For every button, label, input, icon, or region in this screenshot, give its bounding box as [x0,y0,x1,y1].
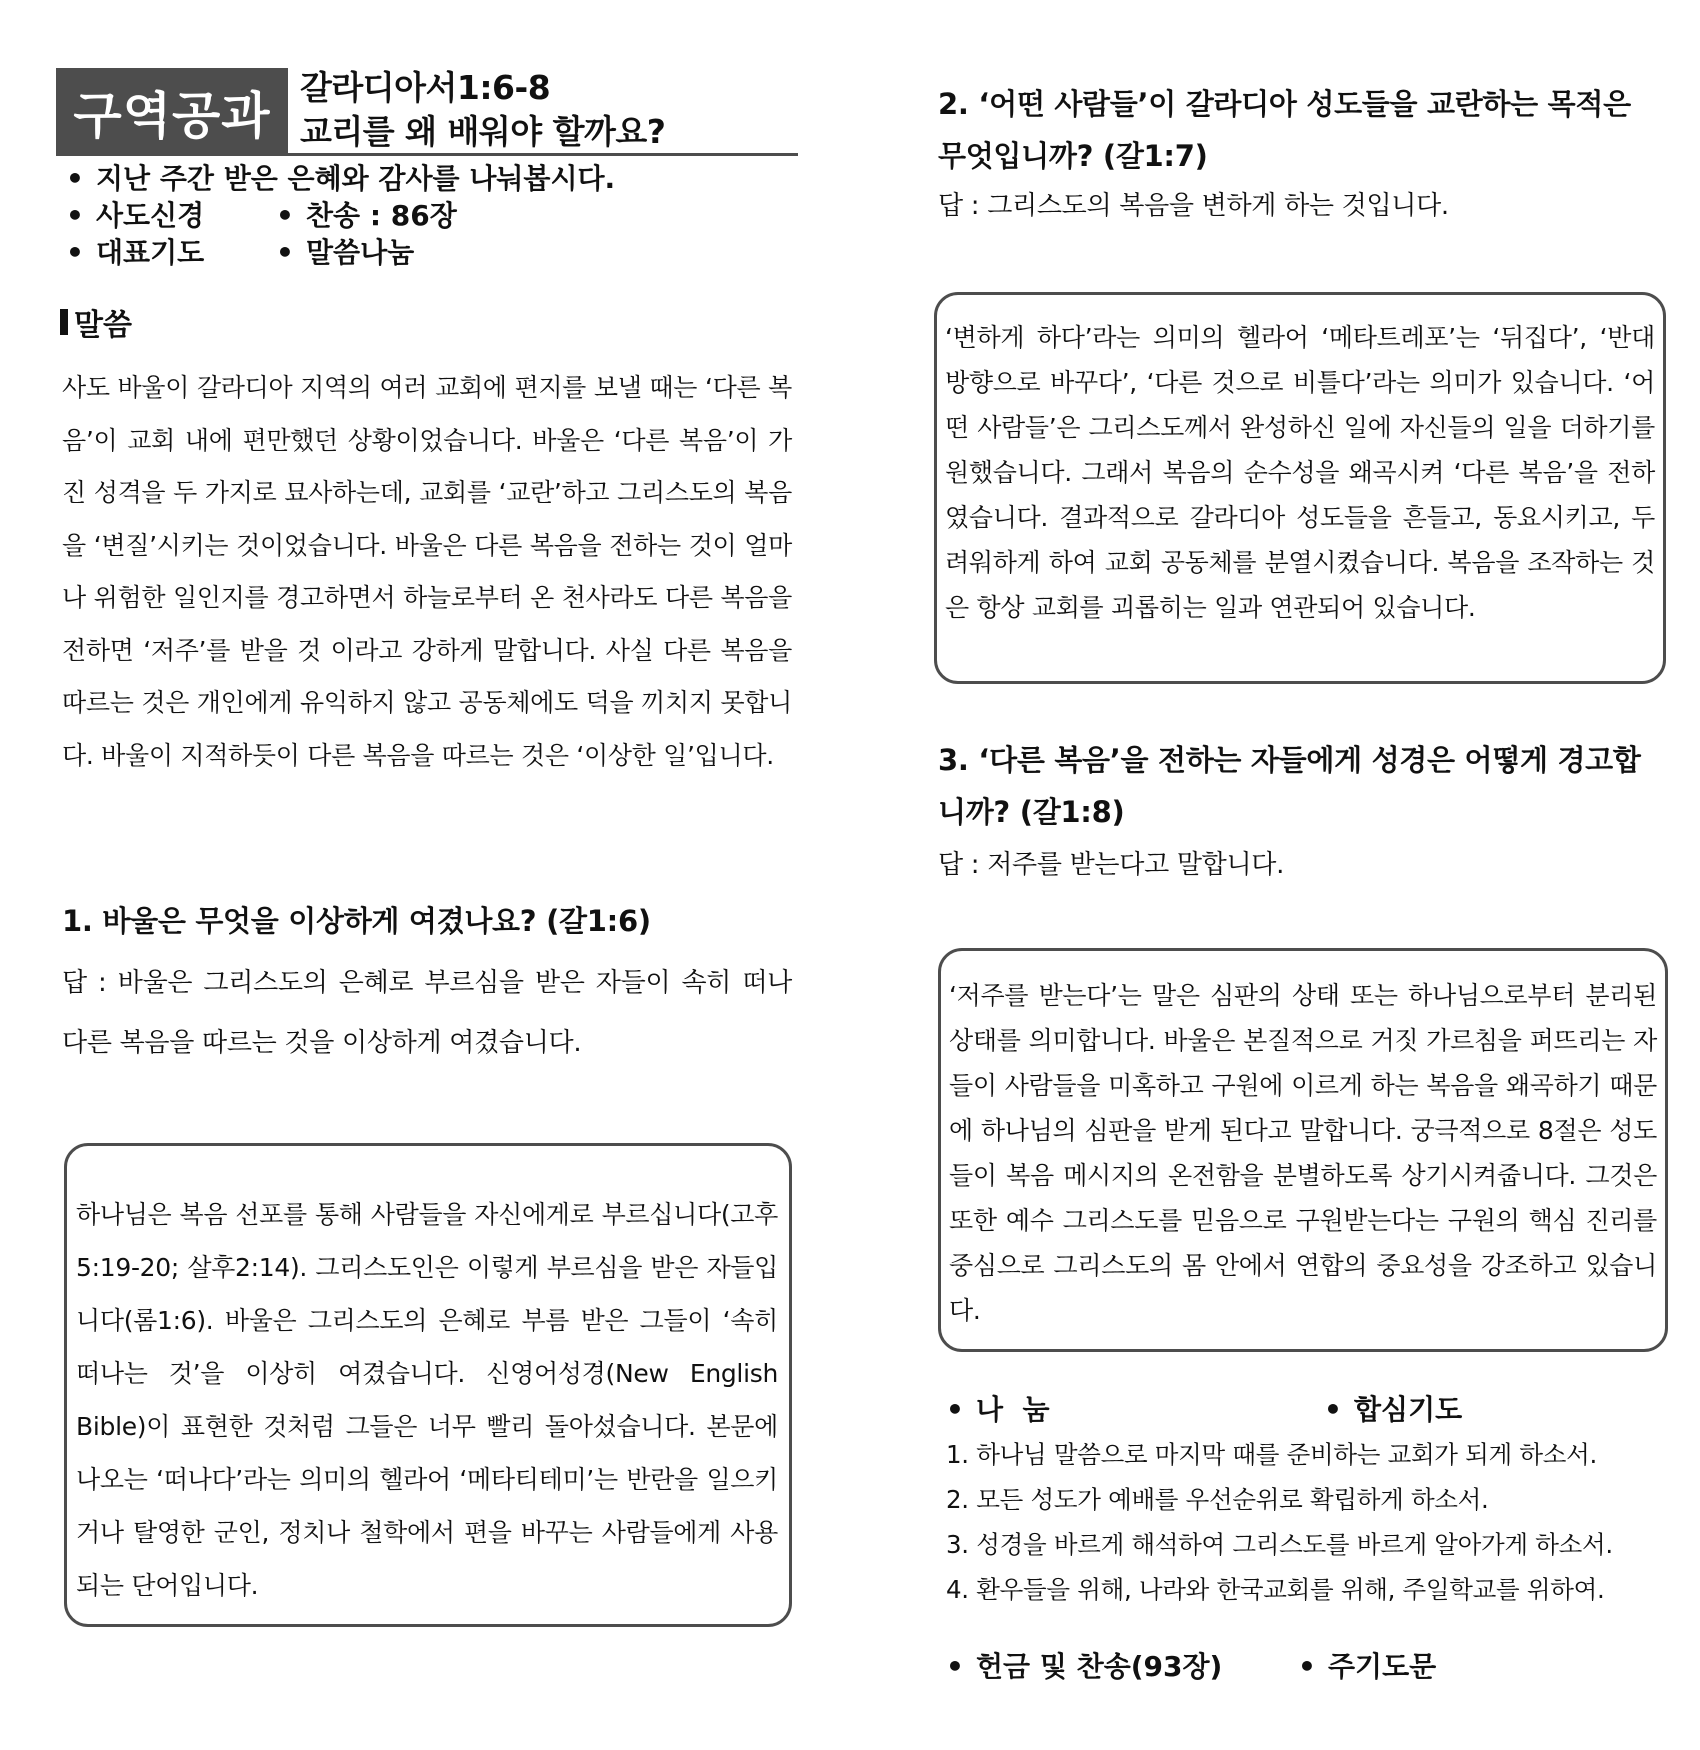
question-3: 3. ‘다른 복음’을 전하는 자들에게 성경은 어떻게 경고합니까? (갈1:8) [938,743,1641,829]
prayer-item: 3. 성경을 바르게 해석하여 그리스도를 바르게 알아가게 하소서. [946,1530,1613,1559]
bullet-icon: • [1298,1650,1316,1683]
title-block [300,66,665,154]
agenda-item-label: 찬송 : 86장 [306,199,457,232]
note-text-2: ‘변하게 하다’라는 의미의 헬라어 ‘메타트레포’는 ‘뒤집다’, ‘반대 방향으로 바꾸다’, ‘다른 것으로 비틀다’라는 의미가 있습니다. ‘어떤 사람들’은 그리스도께서 완성하신 일에 자신들의 일을 더하기를 원했습니다. 그래서 복음의 순수성을 왜곡시켜 ‘다른 복음’을 전하였습니다. 결과적으로 갈라디아 성도들을 흔들고, 동요시키고, 두려워하게 하여 교회 공동체를 분열시켰습니다. 복음을 조작하는 것은 항상 교회를 괴롭히는 일과 연관되어 있습니다. [945,323,1655,622]
bullet-icon: • [1324,1393,1342,1426]
agenda-item-label: 지난 주간 받은 은혜와 감사를 나눠봅시다. [96,162,616,195]
bullet-icon: • [276,236,294,269]
answer-2: 답 : 그리스도의 복음을 변하게 하는 것입니다. [938,191,1449,221]
badge-label: 구역공과 [73,87,271,145]
prayer-item: 1. 하나님 말씀으로 마지막 때를 준비하는 교회가 되게 하소서. [946,1440,1597,1469]
agenda-item-label: 대표기도 [96,236,205,269]
bullet-icon: • [66,199,84,232]
bullet-icon: • [276,199,294,232]
prayer-item: 2. 모든 성도가 예배를 우선순위로 확립하게 하소서. [946,1485,1489,1514]
sermon-paragraph: 사도 바울이 갈라디아 지역의 여러 교회에 편지를 보낼 때는 ‘다른 복음’이 교회 내에 편만했던 상황이었습니다. 바울은 ‘다른 복음’이 가진 성격을 두 가지로 묘사하는데, 교회를 ‘교란’하고 그리스도의 복음을 ‘변질’시키는 것이었습니다. 바울은 다른 복음을 전하는 것이 얼마나 위험한 일인지를 경고하면서 하늘로부터 온 천사라도 다른 복음을 전하면 ‘저주’를 받을 것 이라고 강하게 말합니다. 사실 다른 복음을 따르는 것은 개인에게 유익하지 않고 공동체에도 덕을 끼치지 못합니다. 바울이 지적하듯이 다른 복음을 따르는 것은 ‘이상한 일’입니다. [62,373,792,770]
section-heading-label: 말씀 [74,308,132,343]
note-box-3 [938,948,1668,1352]
question-1: 1. 바울은 무엇을 이상하게 여겼나요? (갈1:6) [62,904,651,938]
bullet-icon: • [946,1650,964,1683]
prayer-item: 4. 환우들을 위해, 나라와 한국교회를 위해, 주일학교를 위하여. [946,1575,1605,1604]
agenda-item-label: 말씀나눔 [306,236,415,269]
lesson-badge [56,68,288,156]
page-title: 교리를 왜 배워야 할까요? [300,112,666,151]
agenda-item [66,234,615,271]
note-box-2 [934,292,1666,684]
offering-label: 헌금 및 찬송(93장) [976,1650,1223,1683]
agenda-item [66,197,615,234]
section-heading [60,300,132,344]
bullet-icon: • [66,236,84,269]
answer-1: 답 : 바울은 그리스도의 은혜로 부르심을 받은 자들이 속히 떠나 다른 복음을 따르는 것을 이상하게 여겼습니다. [62,968,792,1058]
lords-prayer-label: 주기도문 [1328,1650,1437,1683]
agenda-list [66,160,615,271]
prayer-list [946,1432,1613,1612]
agenda-item [66,160,615,197]
agenda-item-label: 사도신경 [96,199,205,232]
closing-headings [946,1388,1462,1428]
question-2: 2. ‘어떤 사람들’이 갈라디아 성도들을 교란하는 목적은 무엇입니까? (갈1:7) [938,87,1631,173]
bullet-icon: • [66,162,84,195]
bullet-icon: • [946,1393,964,1426]
closing-footer [946,1645,1436,1685]
answer-3: 답 : 저주를 받는다고 말합니다. [938,850,1285,880]
scripture-reference: 갈라디아서1:6-8 [300,68,551,107]
unison-prayer-label: 합심기도 [1354,1393,1463,1426]
note-text-1: 하나님은 복음 선포를 통해 사람들을 자신에게로 부르십니다(고후5:19-20; 살후2:14). 그리스도인은 이렇게 부르심을 받은 자들입니다(롬1:6). 바울은 그리스도의 은혜로 부름 받은 그들이 ‘속히 떠나는 것’을 이상히 여겼습니다. 신영어성경(New English Bible)이 표현한 것처럼 그들은 너무 빨리 돌아섰습니다. 본문에 나오는 ‘떠나다’라는 의미의 헬라어 ‘메타티테미’는 반란을 일으키거나 탈영한 군인, 정치나 철학에서 편을 바꾸는 사람들에게 사용되는 단어입니다. [76,1200,778,1600]
note-box-1 [64,1143,792,1627]
note-text-3: ‘저주를 받는다’는 말은 심판의 상태 또는 하나님으로부터 분리된 상태를 의미합니다. 바울은 본질적으로 거짓 가르침을 퍼뜨리는 자들이 사람들을 미혹하고 구원에 이르게 하는 복음을 왜곡하기 때문에 하나님의 심판을 받게 된다고 말합니다. 궁극적으로 8절은 성도들이 복음 메시지의 온전함을 분별하도록 상기시켜줍니다. 그것은 또한 예수 그리스도를 믿음으로 구원받는다는 구원의 핵심 진리를 중심으로 그리스도의 몸 안에서 연합의 중요성을 강조하고 있습니다. [949,981,1657,1325]
title-divider [56,153,798,156]
section-marker-icon [60,309,68,335]
sharing-label: 나 눔 [976,1393,1050,1426]
